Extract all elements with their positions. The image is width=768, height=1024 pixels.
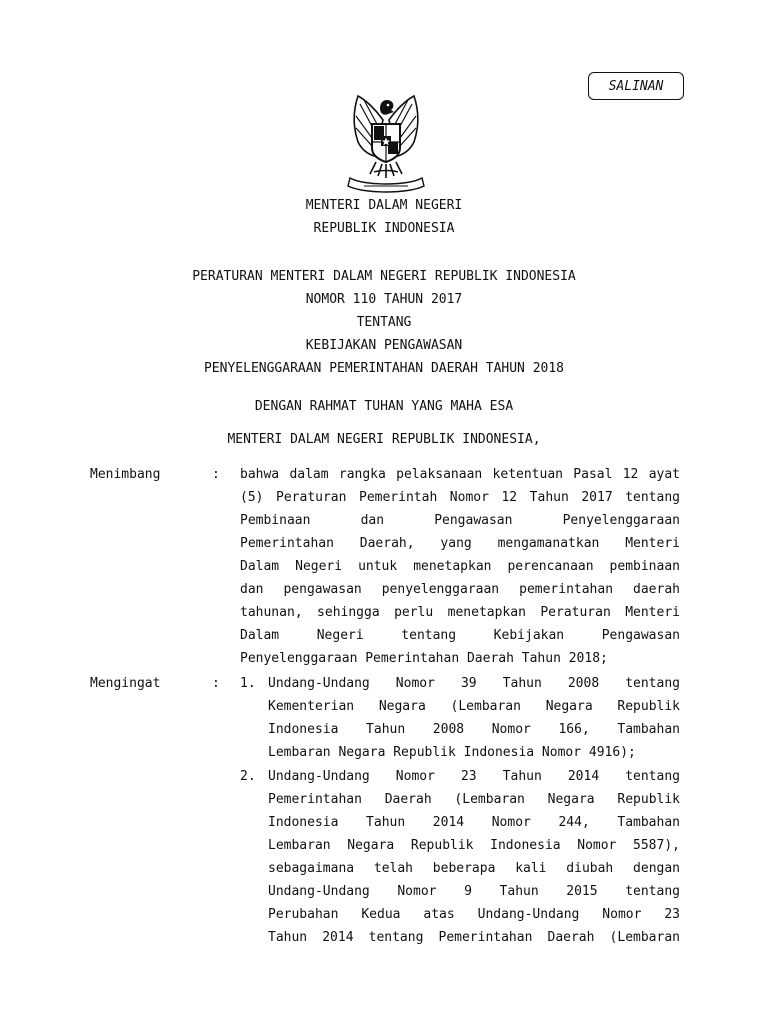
menimbang-line: bahwa dalam rangka pelaksanaan ketentuan Pasal 12 ayat [240, 467, 680, 482]
menimbang-line: Dalam Negeri tentang Kebijakan Pengawasan [240, 628, 680, 643]
item-line: Indonesia Tahun 2008 Nomor 166, Tambahan [268, 722, 680, 737]
title-line-4: KEBIJAKAN PENGAWASAN [305, 338, 463, 353]
mengingat-label: Mengingat [90, 676, 161, 691]
menimbang-line: Pembinaan dan Pengawasan Penyelenggaraan [240, 513, 680, 528]
mengingat-colon: : [212, 676, 220, 691]
item-line: Tahun 2014 tentang Pemerintahan Daerah (Lembaran [268, 930, 680, 945]
title-line-5: PENYELENGGARAAN PEMERINTAHAN DAERAH TAHUN 2018 [203, 361, 565, 376]
item-line: sebagaimana telah beberapa kali diubah dengan [268, 861, 680, 876]
menimbang-line: Penyelenggaraan Pemerintahan Daerah Tahun 2018; [240, 651, 608, 666]
item-line: Undang-Undang Nomor 9 Tahun 2015 tentang [268, 884, 680, 899]
salinan-stamp: SALINAN [588, 72, 684, 100]
menimbang-line: dan pengawasan penyelenggaraan pemerintahan daerah [240, 582, 680, 597]
title-line-2: NOMOR 110 TAHUN 2017 [305, 292, 463, 307]
item-line: Lembaran Negara Republik Indonesia Nomor 4916); [268, 745, 636, 760]
menimbang-line: Pemerintahan Daerah, yang mengamanatkan Menteri [240, 536, 680, 551]
item-line: Undang-Undang Nomor 23 Tahun 2014 tentang [268, 769, 680, 784]
garuda-pancasila-emblem-icon [336, 90, 436, 194]
menimbang-colon: : [212, 467, 220, 482]
heading-line-1: MENTERI DALAM NEGERI [305, 198, 463, 213]
title-line-1: PERATURAN MENTERI DALAM NEGERI REPUBLIK INDONESIA [192, 269, 576, 284]
preamble-line-1: DENGAN RAHMAT TUHAN YANG MAHA ESA [254, 399, 514, 414]
item-line: Perubahan Kedua atas Undang-Undang Nomor 23 [268, 907, 680, 922]
item-number: 1. [240, 676, 256, 691]
item-line: Pemerintahan Daerah (Lembaran Negara Republik [268, 792, 680, 807]
item-line: Indonesia Tahun 2014 Nomor 244, Tambahan [268, 815, 680, 830]
menimbang-line: (5) Peraturan Pemerintah Nomor 12 Tahun 2017 tentang [240, 490, 680, 505]
item-line: Kementerian Negara (Lembaran Negara Republik [268, 699, 680, 714]
menimbang-line: tahunan, sehingga perlu menetapkan Peraturan Menteri [240, 605, 680, 620]
menimbang-line: Dalam Negeri untuk menetapkan perencanaan pembinaan [240, 559, 680, 574]
preamble-line-2: MENTERI DALAM NEGERI REPUBLIK INDONESIA, [227, 432, 541, 447]
item-line: Undang-Undang Nomor 39 Tahun 2008 tentang [268, 676, 680, 691]
item-line: Lembaran Negara Republik Indonesia Nomor 5587), [268, 838, 680, 853]
item-number: 2. [240, 769, 256, 784]
menimbang-label: Menimbang [90, 467, 161, 482]
title-line-3: TENTANG [356, 315, 412, 330]
heading-line-2: REPUBLIK INDONESIA [313, 221, 455, 236]
